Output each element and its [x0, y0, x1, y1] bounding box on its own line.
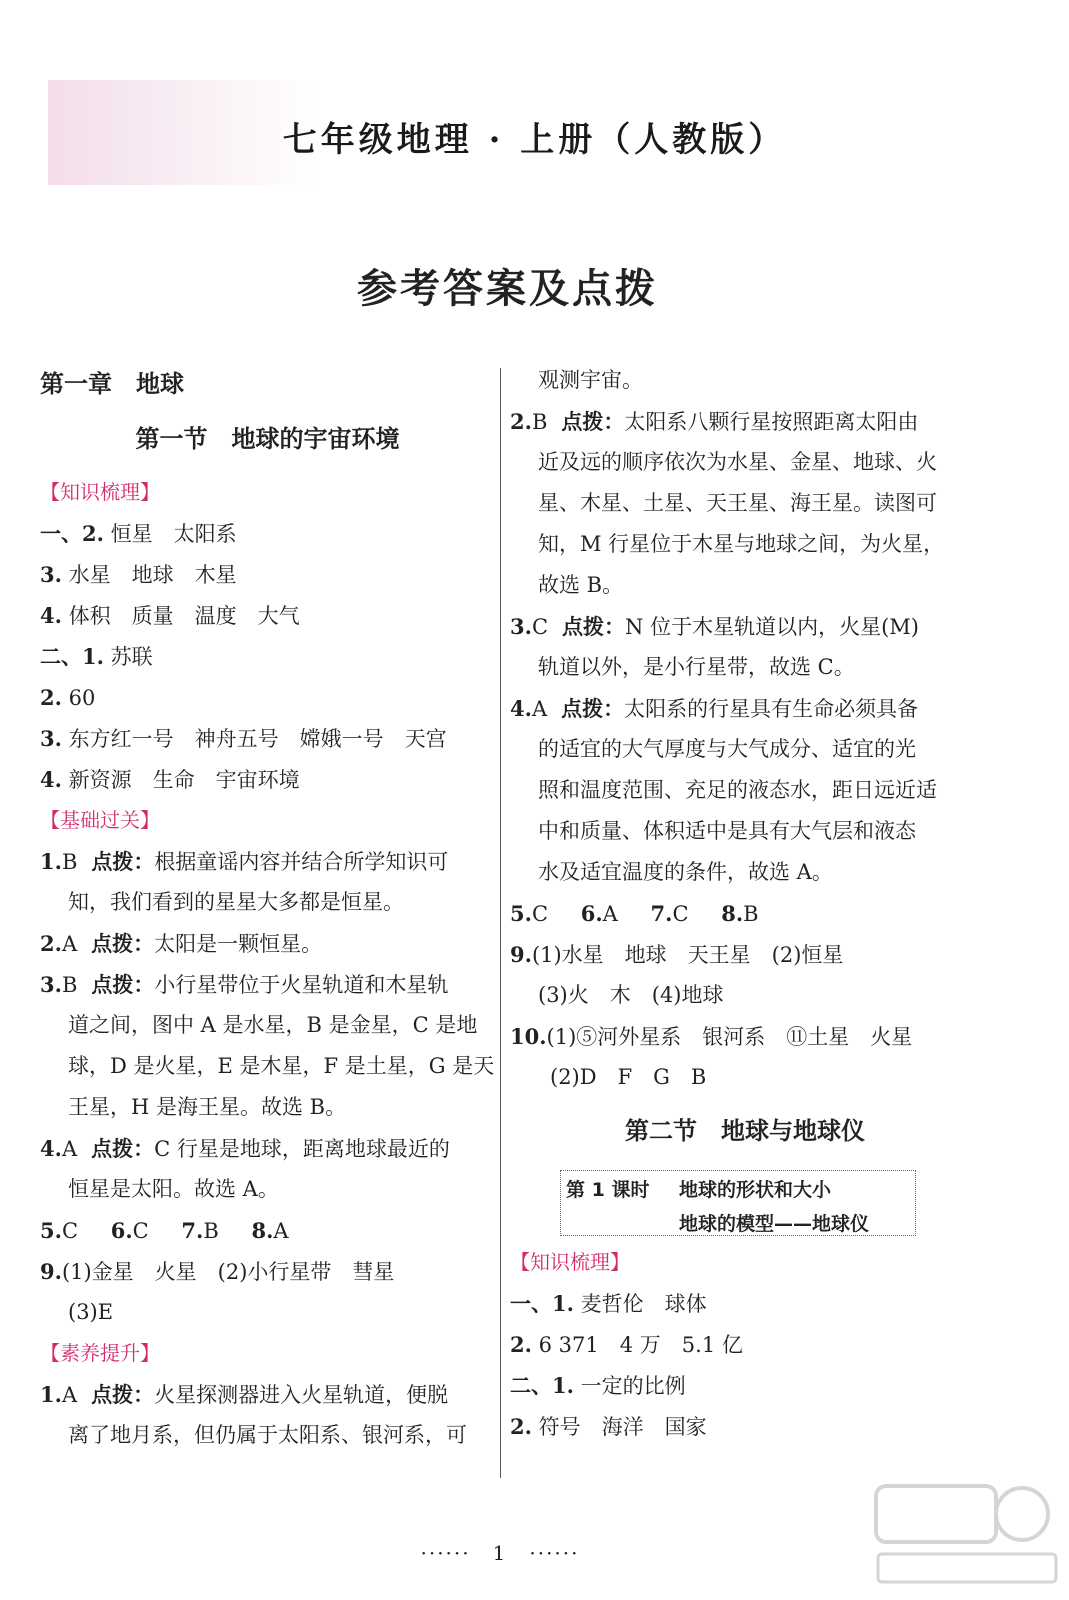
answer-line: 二、1. 一定的比例: [510, 1373, 686, 1398]
left-column: [40, 360, 495, 1456]
banner-title: 七年级地理 · 上册（人教版）: [282, 120, 787, 160]
answer-line: 一、2. 恒星 太阳系: [40, 521, 237, 546]
answer-line: 3.C 点拨：N 位于木星轨道以内，火星(M): [510, 614, 919, 639]
answer-continuation: (3)火 木 (4)地球: [538, 983, 724, 1007]
answer-line: 9.(1)水星 地球 天王星 (2)恒星: [510, 942, 844, 967]
answer-continuation: 知，M 行星位于木星与地球之间，为火星，: [538, 532, 945, 556]
answer-line: 2.A 点拨：太阳是一颗恒星。: [40, 931, 323, 956]
answer-continuation: 球，D 是火星，E 是木星，F 是土星，G 是天: [68, 1054, 495, 1078]
answer-continuation: (3)E: [68, 1300, 114, 1324]
answer-line: 3. 东方红一号 神舟五号 嫦娥一号 天宫: [40, 726, 447, 751]
answer-line: 二、1. 苏联: [40, 644, 153, 669]
answer-line: 2. 符号 海洋 国家: [510, 1414, 707, 1439]
answer-line: 2.B 点拨：太阳系八颗行星按照距离太阳由: [510, 409, 919, 434]
tag-basics: 【基础过关】: [40, 808, 160, 832]
answer-line: 5.C 6.C 7.B 8.A: [40, 1218, 289, 1243]
answer-line: 10.(1)⑤河外星系 银河系 ⑪土星 火星: [510, 1024, 913, 1049]
answer-continuation: 照和温度范围、充足的液态水，距日远近适: [538, 778, 937, 802]
lesson-box: [560, 1170, 916, 1236]
answer-line: 1.A 点拨：火星探测器进入火星轨道，便脱: [40, 1382, 449, 1407]
answer-line: 5.C 6.A 7.C 8.B: [510, 901, 759, 926]
answer-continuation: 水及适宜温度的条件，故选 A。: [538, 860, 833, 884]
answer-continuation: 轨道以外，是小行星带，故选 C。: [538, 655, 855, 679]
answer-line: 3.B 点拨：小行星带位于火星轨道和木星轨: [40, 972, 449, 997]
answer-continuation: 近及远的顺序依次为水星、金星、地球、火: [538, 450, 937, 474]
answer-line: 4.A 点拨：太阳系的行星具有生命必须具备: [510, 696, 919, 721]
tag-knowledge: 【知识梳理】: [510, 1250, 630, 1274]
page-number: ······ 1 ······: [420, 1541, 580, 1565]
watermark-logo: [872, 1480, 1062, 1590]
answer-line: 1.B 点拨：根据童谣内容并结合所学知识可: [40, 849, 449, 874]
answer-line: 4.A 点拨：C 行星是地球，距离地球最近的: [40, 1136, 450, 1161]
section-title: 第一节 地球的宇宙环境: [135, 424, 400, 453]
answer-continuation: 故选 B。: [538, 573, 624, 597]
answer-continuation: 知，我们看到的星星大多都是恒星。: [68, 890, 404, 914]
answer-continuation: 离了地月系，但仍属于太阳系、银河系，可: [68, 1423, 467, 1447]
answer-line: 4. 体积 质量 温度 大气: [40, 603, 300, 628]
lesson-title-1: 地球的形状和大小: [679, 1179, 832, 1201]
answer-continuation: 星、木星、土星、天王星、海王星。读图可: [538, 491, 937, 515]
answer-line: 9.(1)金星 火星 (2)小行星带 彗星: [40, 1259, 395, 1284]
chapter-title: 第一章 地球: [40, 370, 184, 398]
answer-line: 4. 新资源 生命 宇宙环境: [40, 767, 300, 792]
tag-knowledge: 【知识梳理】: [40, 480, 160, 504]
answer-line: 3. 水星 地球 木星: [40, 562, 237, 587]
answer-line: 一、1. 麦哲伦 球体: [510, 1291, 707, 1316]
lesson-title-2: 地球的模型——地球仪: [679, 1213, 870, 1235]
answer-continuation: 恒星是太阳。故选 A。: [68, 1177, 279, 1201]
answer-continuation: 中和质量、体积适中是具有大气层和液态: [538, 819, 916, 843]
answer-continuation: (2)D F G B: [550, 1065, 707, 1089]
tag-advanced: 【素养提升】: [40, 1341, 160, 1365]
lesson-label: 第 1 课时: [566, 1179, 650, 1201]
right-column: [510, 360, 980, 1447]
answer-continuation: 道之间，图中 A 是水星，B 是金星，C 是地: [68, 1013, 478, 1037]
answer-continuation: 王星，H 是海王星。故选 B。: [68, 1095, 347, 1119]
section-title: 第二节 地球与地球仪: [625, 1116, 865, 1145]
column-divider: [500, 368, 501, 1478]
answer-line: 2. 60: [40, 685, 96, 710]
answer-line: 2. 6 371 4 万 5.1 亿: [510, 1332, 743, 1357]
page-title: 参考答案及点拨: [357, 265, 658, 312]
answer-continuation: 观测宇宙。: [538, 368, 643, 392]
answer-continuation: 的适宜的大气厚度与大气成分、适宜的光: [538, 737, 916, 761]
